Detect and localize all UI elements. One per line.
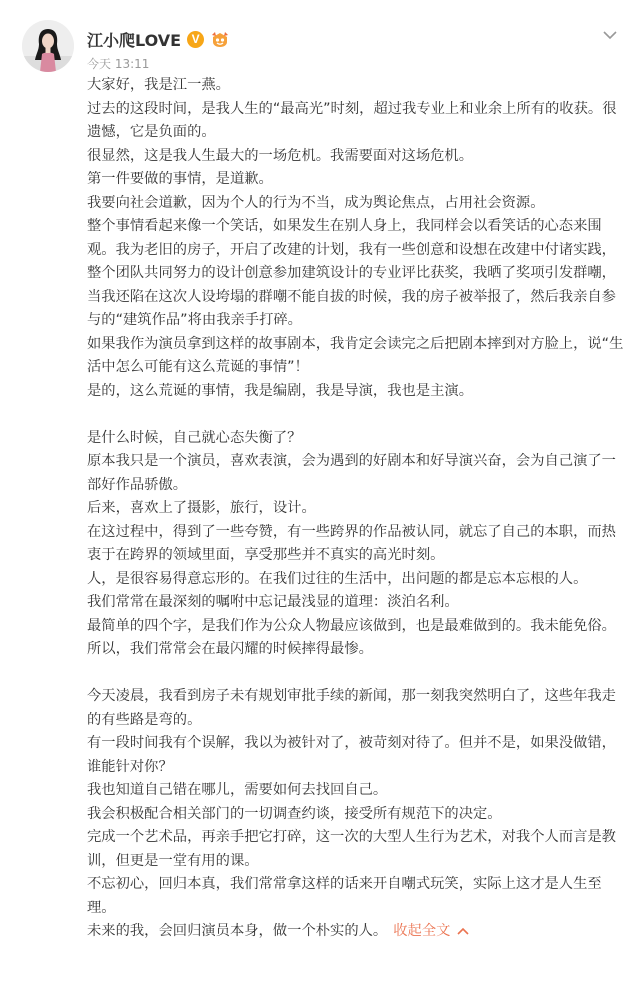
paragraph: 最简单的四个字，是我们作为公众人物最应该做到，也是最难做到的。我未能免俗。 (87, 617, 616, 634)
paragraph: 今天凌晨，我看到房子未有规划审批手续的新闻，那一刻我突然明白了，这些年我走的有些路是弯的。 (87, 688, 616, 728)
paragraph: 有一段时间我有个误解，我以为被针对了，被苛刻对待了。但并不是，如果没做错，谁能针对你？ (87, 735, 616, 775)
collapse-label: 收起全文 (393, 923, 451, 939)
paragraph: 整个事情看起来像一个笑话，如果发生在别人身上，我同样会以看笑话的心态来围观。我为老旧的房子，开启了改建的计划，我有一些创意和设想在改建中付诸实践，整个团队共同努力的设计创意参加建筑设计的专业评比获奖，我晒了奖项引发群嘲，当我还陷在这次人设垮塌的群嘲不能自拔的时候，我的房子被举报了，然后我亲自参与的“建筑作品”将由我亲手打碎。 (87, 218, 616, 328)
paragraph: 不忘初心，回归本真，我们常常拿这样的话来开自嘲式玩笑，实际上这才是人生至理。 (87, 876, 602, 916)
collapse-button[interactable] (393, 923, 470, 939)
avatar[interactable] (22, 20, 74, 72)
paragraph: 在这过程中，得到了一些夸赞，有一些跨界的作品被认同，就忘了自己的本职，而热衷于在跨界的领域里面，享受那些并不真实的高光时刻。 (87, 523, 616, 563)
paragraph: 完成一个艺术品，再亲手把它打碎，这一次的大型人生行为艺术，对我个人而言是教训，但更是一堂有用的课。 (87, 829, 616, 869)
post-timestamp: 今天 13:11 (87, 57, 150, 71)
verified-v-icon: V (187, 31, 204, 48)
paragraph: 过去的这段时间，是我人生的“最高光”时刻，超过我专业上和业余上所有的收获。很遗憾，它是负面的。 (87, 100, 617, 140)
paragraph: 如果我作为演员拿到这样的故事剧本，我肯定会读完之后把剧本摔到对方脸上，说“生活中怎么可能有这么荒诞的事情”！ (87, 335, 624, 375)
user-header (87, 27, 230, 51)
paragraph: 我们常常在最深刻的嘱咐中忘记最浅显的道理：淡泊名利。 (87, 594, 459, 610)
paragraph: 大家好，我是江一燕。 (87, 77, 230, 93)
paragraph: 原本我只是一个演员，喜欢表演，会为遇到的好剧本和好导演兴奋，会为自己演了一部好作品骄傲。 (87, 453, 616, 493)
paragraph: 我要向社会道歉，因为个人的行为不当，成为舆论焦点，占用社会资源。 (87, 194, 545, 211)
paragraph: 我会积极配合相关部门的一切调查约谈，接受所有规范下的决定。 (87, 805, 502, 822)
last-paragraph-text: 未来的我，会回归演员本身，做一个朴实的人。 (87, 923, 388, 939)
paragraph: 第一件要做的事情，是道歉。 (87, 171, 273, 187)
paragraph: 是什么时候，自己就心态失衡了？ (87, 429, 302, 446)
paragraph: 人，是很容易得意忘形的。在我们过往的生活中，出问题的都是忘本忘根的人。 (87, 570, 588, 587)
chevron-down-icon[interactable] (602, 27, 618, 43)
paragraph-spacer (87, 662, 625, 686)
paragraph-spacer (87, 403, 625, 427)
paragraph: 很显然，这是我人生最大的一场危机。我需要面对这场危机。 (87, 147, 474, 164)
paragraph: 我也知道自己错在哪儿，需要如何去找回自己。 (87, 782, 388, 798)
last-paragraph (87, 920, 625, 945)
post-content (87, 74, 625, 945)
paragraph: 是的，这么荒诞的事情，我是编剧，我是导演，我也是主演。 (87, 382, 474, 399)
fan-badge-icon[interactable] (210, 31, 230, 48)
username[interactable]: 江小爬LOVE (87, 30, 182, 50)
chevron-up-icon (456, 921, 470, 945)
avatar-image (22, 20, 74, 72)
paragraph: 后来，喜欢上了摄影，旅行，设计。 (87, 500, 316, 516)
paragraph: 所以，我们常常会在最闪耀的时候摔得最惨。 (87, 641, 373, 657)
